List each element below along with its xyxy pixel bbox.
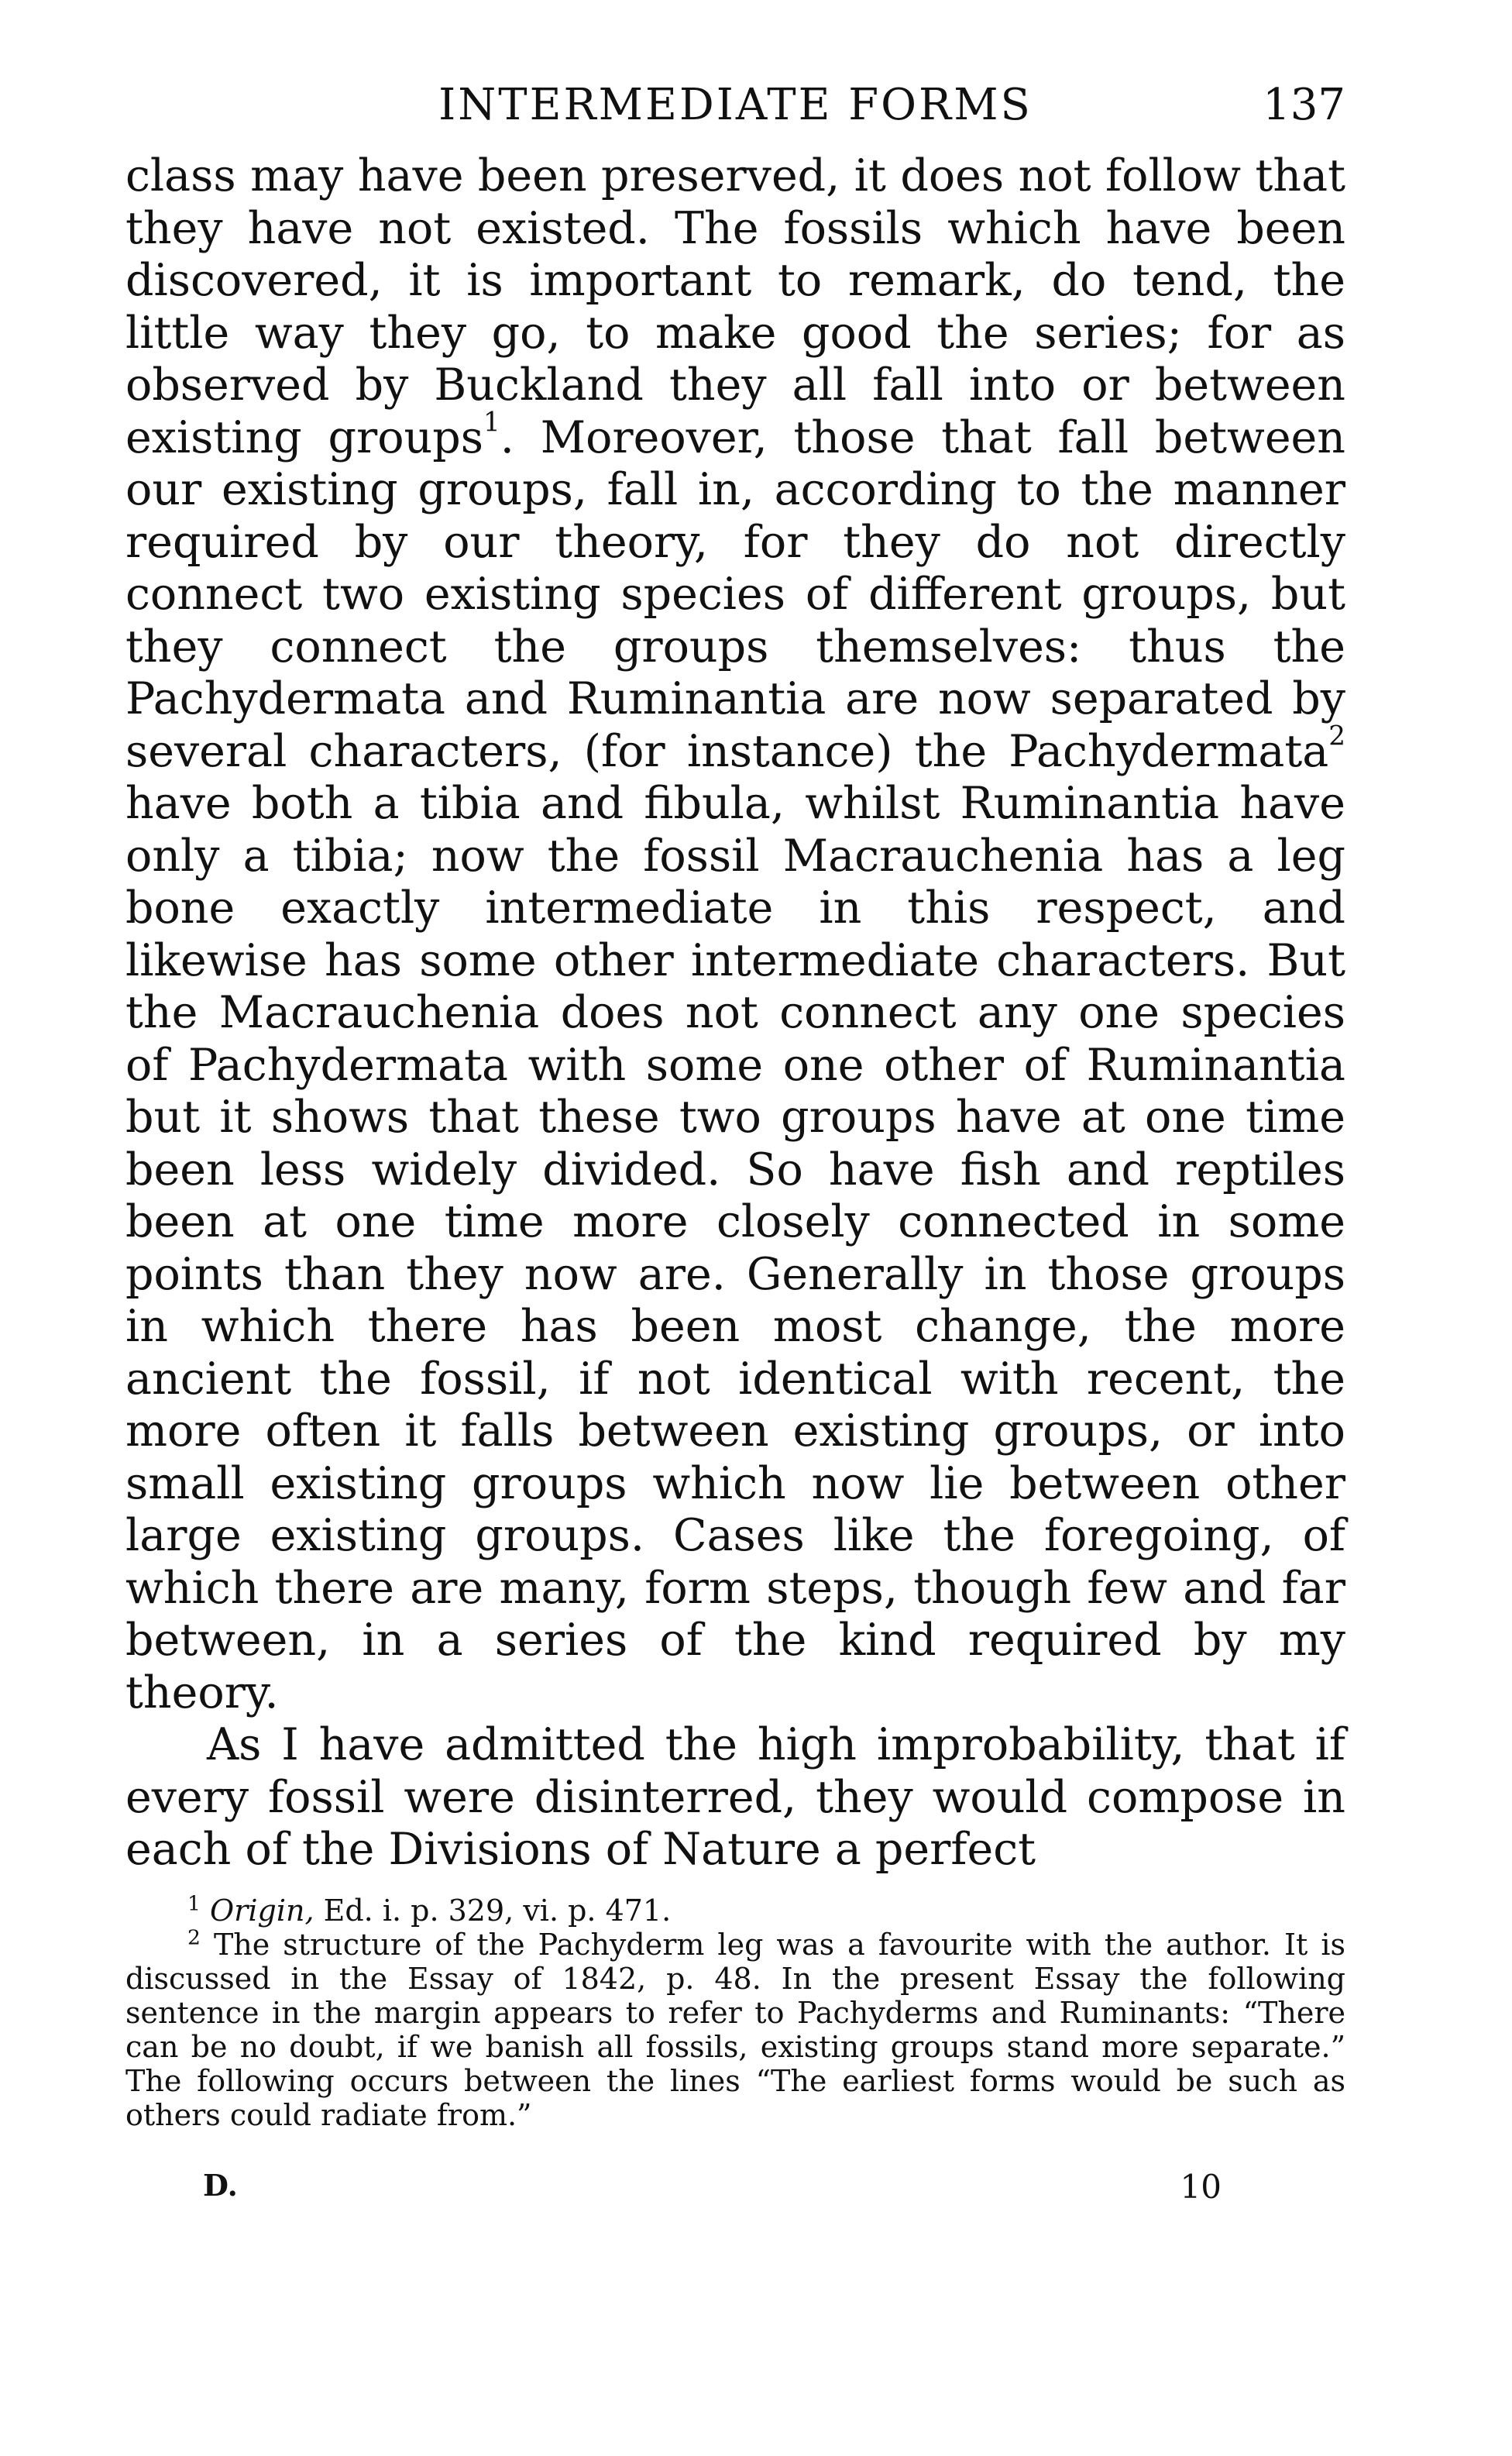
book-page [125, 74, 1345, 2214]
paragraph-1-part-c: have both a tibia and fibula, whilst Ruminantia have only a tibia; now the fossil Macrauchenia has a leg bone exactly intermediate in this respect, and likewise has some other intermediate characters. But the Macrauchenia does not connect any one species of Pachydermata with some one other of Ruminantia but it shows that these two groups have at one time been less widely divided. So have fish and reptiles been at one time more closely connected in some points than they now are. Generally in those groups in which there has been most change, the more ancient the fossil, if not identical with recent, the more often it falls between existing groups, or into small existing groups which now lie between other large existing groups. Cases like the foregoing, of which there are many, form steps, though few and far between, in a series of the kind required by my theory. [125, 778, 1345, 1718]
body-text [125, 150, 1345, 1876]
running-head [125, 74, 1345, 136]
signature-mark: D. [203, 2167, 238, 2203]
paragraph-1-part-a: class may have been preserved, it does not follow that they have not existed. The fossils which have been discovered, it is important to remark, do tend, the little way they go, to make good the series; for as observed by Buckland they all fall into or between existing groups [125, 150, 1345, 463]
paragraph-1-part-b: . Moreover, those that fall between our existing groups, fall in, according to the manner required by our theory, for they do not directly connect two existing species of different groups, but they connect the groups themselves: thus the Pachydermata and Ruminantia are now separated by several characters, (for instance) the Pachydermata [125, 411, 1345, 777]
signature-row [125, 2168, 1345, 2214]
signature-number: 10 [1180, 2167, 1222, 2206]
footnote-1-mark: 1 [187, 1891, 201, 1916]
footnote-1-text: Ed. i. p. 329, vi. p. 471. [314, 1893, 672, 1928]
footnote-2 [125, 1925, 1345, 2132]
paragraph-2: As I have admitted the high improbability, that if every fossil were disinterred, they would compose in each of the Divisions of Nature a perfect [125, 1719, 1345, 1875]
footnote-1 [125, 1891, 1345, 1928]
footnote-ref-2: 2 [1328, 721, 1345, 752]
footnotes [125, 1891, 1345, 2132]
paragraph-1 [125, 150, 1345, 1719]
footnote-2-mark: 2 [187, 1925, 201, 1950]
footnote-2-text: The structure of the Pachyderm leg was a favourite with the author. It is discussed in the Essay of 1842, p. 48. In the present Essay the following sentence in the margin appears to refer to Pachyderms and Ruminants: “There can be no doubt, if we banish all fossils, existing groups stand more separate.” The following occurs between the lines “The earliest forms would be such as others could radiate from.” [125, 1927, 1345, 2132]
footnote-1-work: Origin, [210, 1893, 314, 1928]
page-number: 137 [1263, 80, 1345, 130]
running-title: INTERMEDIATE FORMS [438, 80, 1033, 130]
footnote-ref-1: 1 [483, 407, 500, 439]
